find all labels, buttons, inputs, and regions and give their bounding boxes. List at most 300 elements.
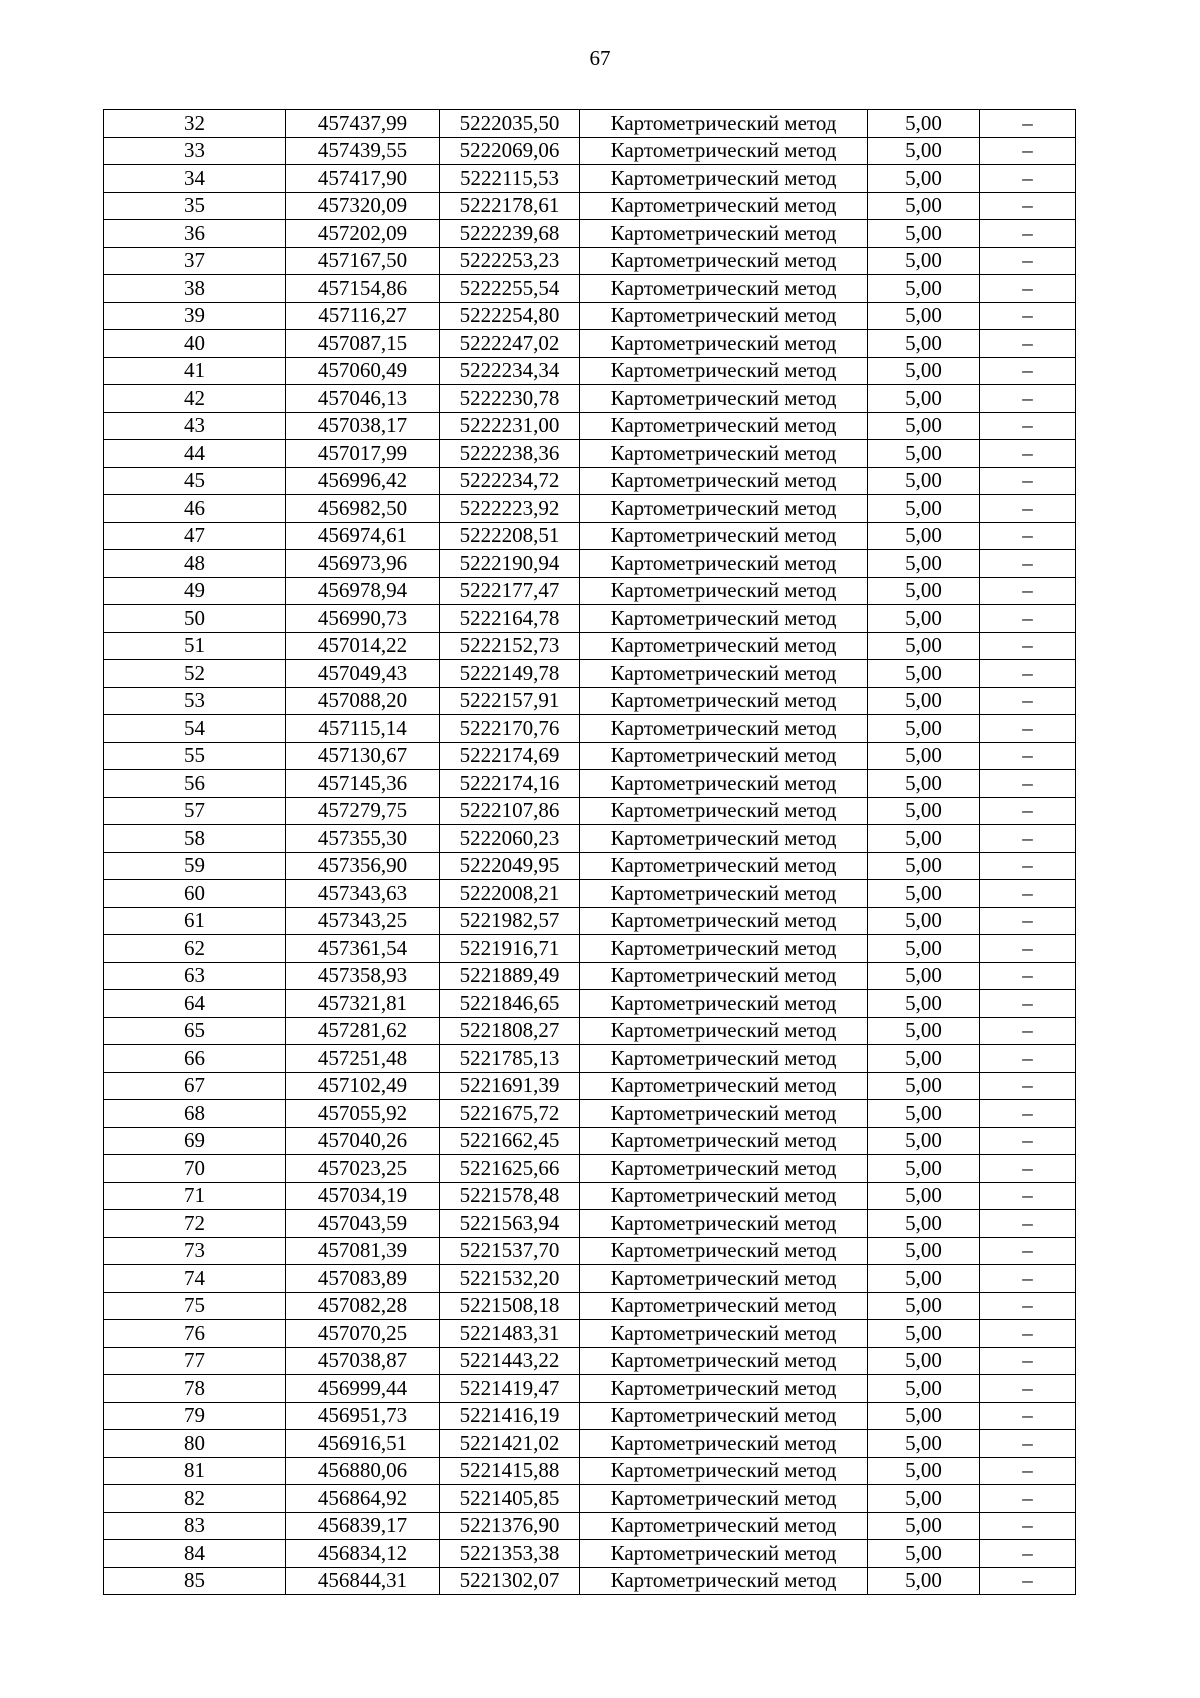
x-coordinate-cell: 457088,20 bbox=[286, 687, 440, 715]
description-cell: – bbox=[980, 770, 1076, 798]
y-coordinate-cell: 5222008,21 bbox=[440, 880, 580, 908]
description-cell: – bbox=[980, 1265, 1076, 1293]
table-row bbox=[104, 1127, 1076, 1155]
accuracy-cell: 5,00 bbox=[868, 1127, 980, 1155]
description-cell: – bbox=[980, 1127, 1076, 1155]
accuracy-cell: 5,00 bbox=[868, 1402, 980, 1430]
table-row bbox=[104, 302, 1076, 330]
table-row bbox=[104, 1320, 1076, 1348]
y-coordinate-cell: 5221785,13 bbox=[440, 1045, 580, 1073]
description-cell: – bbox=[980, 1512, 1076, 1540]
description-cell: – bbox=[980, 1182, 1076, 1210]
y-coordinate-cell: 5222170,76 bbox=[440, 715, 580, 743]
description-cell: – bbox=[980, 1017, 1076, 1045]
point-number-cell: 52 bbox=[104, 660, 286, 688]
description-cell: – bbox=[980, 495, 1076, 523]
y-coordinate-cell: 5221916,71 bbox=[440, 935, 580, 963]
point-number-cell: 46 bbox=[104, 495, 286, 523]
method-cell: Картометрический метод bbox=[580, 825, 868, 853]
table-row bbox=[104, 467, 1076, 495]
x-coordinate-cell: 457038,17 bbox=[286, 412, 440, 440]
table-row bbox=[104, 770, 1076, 798]
point-number-cell: 32 bbox=[104, 110, 286, 138]
method-cell: Картометрический метод bbox=[580, 1375, 868, 1403]
table-row bbox=[104, 330, 1076, 358]
y-coordinate-cell: 5222115,53 bbox=[440, 165, 580, 193]
y-coordinate-cell: 5221405,85 bbox=[440, 1485, 580, 1513]
table-row bbox=[104, 357, 1076, 385]
accuracy-cell: 5,00 bbox=[868, 220, 980, 248]
point-number-cell: 83 bbox=[104, 1512, 286, 1540]
table-row bbox=[104, 1100, 1076, 1128]
point-number-cell: 45 bbox=[104, 467, 286, 495]
x-coordinate-cell: 457102,49 bbox=[286, 1072, 440, 1100]
table-row bbox=[104, 687, 1076, 715]
x-coordinate-cell: 457358,93 bbox=[286, 962, 440, 990]
method-cell: Картометрический метод bbox=[580, 605, 868, 633]
method-cell: Картометрический метод bbox=[580, 990, 868, 1018]
description-cell: – bbox=[980, 275, 1076, 303]
point-number-cell: 34 bbox=[104, 165, 286, 193]
method-cell: Картометрический метод bbox=[580, 1265, 868, 1293]
method-cell: Картометрический метод bbox=[580, 1347, 868, 1375]
description-cell: – bbox=[980, 1155, 1076, 1183]
x-coordinate-cell: 456844,31 bbox=[286, 1567, 440, 1595]
table-row bbox=[104, 1540, 1076, 1568]
point-number-cell: 84 bbox=[104, 1540, 286, 1568]
point-number-cell: 73 bbox=[104, 1237, 286, 1265]
y-coordinate-cell: 5221889,49 bbox=[440, 962, 580, 990]
x-coordinate-cell: 457055,92 bbox=[286, 1100, 440, 1128]
method-cell: Картометрический метод bbox=[580, 962, 868, 990]
accuracy-cell: 5,00 bbox=[868, 1457, 980, 1485]
table-row bbox=[104, 1155, 1076, 1183]
y-coordinate-cell: 5221483,31 bbox=[440, 1320, 580, 1348]
method-cell: Картометрический метод bbox=[580, 1182, 868, 1210]
point-number-cell: 33 bbox=[104, 137, 286, 165]
point-number-cell: 82 bbox=[104, 1485, 286, 1513]
table-row bbox=[104, 1292, 1076, 1320]
x-coordinate-cell: 457251,48 bbox=[286, 1045, 440, 1073]
y-coordinate-cell: 5222247,02 bbox=[440, 330, 580, 358]
method-cell: Картометрический метод bbox=[580, 880, 868, 908]
method-cell: Картометрический метод bbox=[580, 687, 868, 715]
method-cell: Картометрический метод bbox=[580, 467, 868, 495]
x-coordinate-cell: 457060,49 bbox=[286, 357, 440, 385]
point-number-cell: 63 bbox=[104, 962, 286, 990]
method-cell: Картометрический метод bbox=[580, 302, 868, 330]
x-coordinate-cell: 457023,25 bbox=[286, 1155, 440, 1183]
accuracy-cell: 5,00 bbox=[868, 825, 980, 853]
method-cell: Картометрический метод bbox=[580, 495, 868, 523]
y-coordinate-cell: 5222255,54 bbox=[440, 275, 580, 303]
x-coordinate-cell: 456973,96 bbox=[286, 550, 440, 578]
table-row bbox=[104, 192, 1076, 220]
description-cell: – bbox=[980, 550, 1076, 578]
x-coordinate-cell: 457087,15 bbox=[286, 330, 440, 358]
table-row bbox=[104, 247, 1076, 275]
method-cell: Картометрический метод bbox=[580, 110, 868, 138]
y-coordinate-cell: 5222178,61 bbox=[440, 192, 580, 220]
point-number-cell: 38 bbox=[104, 275, 286, 303]
method-cell: Картометрический метод bbox=[580, 1127, 868, 1155]
point-number-cell: 39 bbox=[104, 302, 286, 330]
point-number-cell: 76 bbox=[104, 1320, 286, 1348]
x-coordinate-cell: 457356,90 bbox=[286, 852, 440, 880]
y-coordinate-cell: 5221421,02 bbox=[440, 1430, 580, 1458]
method-cell: Картометрический метод bbox=[580, 852, 868, 880]
method-cell: Картометрический метод bbox=[580, 1457, 868, 1485]
accuracy-cell: 5,00 bbox=[868, 1512, 980, 1540]
description-cell: – bbox=[980, 1402, 1076, 1430]
point-number-cell: 75 bbox=[104, 1292, 286, 1320]
x-coordinate-cell: 456916,51 bbox=[286, 1430, 440, 1458]
accuracy-cell: 5,00 bbox=[868, 1292, 980, 1320]
x-coordinate-cell: 457083,89 bbox=[286, 1265, 440, 1293]
table-row bbox=[104, 715, 1076, 743]
description-cell: – bbox=[980, 687, 1076, 715]
method-cell: Картометрический метод bbox=[580, 1402, 868, 1430]
table-row bbox=[104, 907, 1076, 935]
y-coordinate-cell: 5221982,57 bbox=[440, 907, 580, 935]
y-coordinate-cell: 5222239,68 bbox=[440, 220, 580, 248]
table-row bbox=[104, 165, 1076, 193]
y-coordinate-cell: 5222049,95 bbox=[440, 852, 580, 880]
description-cell: – bbox=[980, 632, 1076, 660]
accuracy-cell: 5,00 bbox=[868, 137, 980, 165]
x-coordinate-cell: 457154,86 bbox=[286, 275, 440, 303]
x-coordinate-cell: 457321,81 bbox=[286, 990, 440, 1018]
y-coordinate-cell: 5221416,19 bbox=[440, 1402, 580, 1430]
x-coordinate-cell: 457417,90 bbox=[286, 165, 440, 193]
description-cell: – bbox=[980, 1072, 1076, 1100]
table-row bbox=[104, 1375, 1076, 1403]
description-cell: – bbox=[980, 1375, 1076, 1403]
accuracy-cell: 5,00 bbox=[868, 605, 980, 633]
point-number-cell: 36 bbox=[104, 220, 286, 248]
description-cell: – bbox=[980, 935, 1076, 963]
x-coordinate-cell: 456982,50 bbox=[286, 495, 440, 523]
table-row bbox=[104, 577, 1076, 605]
method-cell: Картометрический метод bbox=[580, 357, 868, 385]
x-coordinate-cell: 457437,99 bbox=[286, 110, 440, 138]
method-cell: Картометрический метод bbox=[580, 1320, 868, 1348]
method-cell: Картометрический метод bbox=[580, 1512, 868, 1540]
method-cell: Картометрический метод bbox=[580, 577, 868, 605]
x-coordinate-cell: 457040,26 bbox=[286, 1127, 440, 1155]
y-coordinate-cell: 5222208,51 bbox=[440, 522, 580, 550]
y-coordinate-cell: 5221675,72 bbox=[440, 1100, 580, 1128]
description-cell: – bbox=[980, 137, 1076, 165]
y-coordinate-cell: 5221419,47 bbox=[440, 1375, 580, 1403]
method-cell: Картометрический метод bbox=[580, 247, 868, 275]
x-coordinate-cell: 457130,67 bbox=[286, 742, 440, 770]
table-row bbox=[104, 522, 1076, 550]
x-coordinate-cell: 457343,25 bbox=[286, 907, 440, 935]
x-coordinate-cell: 456834,12 bbox=[286, 1540, 440, 1568]
y-coordinate-cell: 5222107,86 bbox=[440, 797, 580, 825]
table-row bbox=[104, 220, 1076, 248]
x-coordinate-cell: 457320,09 bbox=[286, 192, 440, 220]
point-number-cell: 77 bbox=[104, 1347, 286, 1375]
y-coordinate-cell: 5222152,73 bbox=[440, 632, 580, 660]
accuracy-cell: 5,00 bbox=[868, 1265, 980, 1293]
table-row bbox=[104, 385, 1076, 413]
x-coordinate-cell: 457034,19 bbox=[286, 1182, 440, 1210]
description-cell: – bbox=[980, 1485, 1076, 1513]
coordinates-table bbox=[103, 109, 1076, 1595]
point-number-cell: 58 bbox=[104, 825, 286, 853]
point-number-cell: 37 bbox=[104, 247, 286, 275]
table-row bbox=[104, 550, 1076, 578]
method-cell: Картометрический метод bbox=[580, 632, 868, 660]
accuracy-cell: 5,00 bbox=[868, 1100, 980, 1128]
method-cell: Картометрический метод bbox=[580, 330, 868, 358]
description-cell: – bbox=[980, 522, 1076, 550]
y-coordinate-cell: 5222174,69 bbox=[440, 742, 580, 770]
description-cell: – bbox=[980, 330, 1076, 358]
description-cell: – bbox=[980, 880, 1076, 908]
method-cell: Картометрический метод bbox=[580, 385, 868, 413]
description-cell: – bbox=[980, 1320, 1076, 1348]
description-cell: – bbox=[980, 660, 1076, 688]
table-row bbox=[104, 605, 1076, 633]
description-cell: – bbox=[980, 715, 1076, 743]
point-number-cell: 48 bbox=[104, 550, 286, 578]
accuracy-cell: 5,00 bbox=[868, 1375, 980, 1403]
point-number-cell: 53 bbox=[104, 687, 286, 715]
accuracy-cell: 5,00 bbox=[868, 275, 980, 303]
table-row bbox=[104, 935, 1076, 963]
method-cell: Картометрический метод bbox=[580, 742, 868, 770]
table-row bbox=[104, 1265, 1076, 1293]
accuracy-cell: 5,00 bbox=[868, 1045, 980, 1073]
point-number-cell: 60 bbox=[104, 880, 286, 908]
point-number-cell: 42 bbox=[104, 385, 286, 413]
x-coordinate-cell: 456864,92 bbox=[286, 1485, 440, 1513]
table-row bbox=[104, 1512, 1076, 1540]
y-coordinate-cell: 5221578,48 bbox=[440, 1182, 580, 1210]
point-number-cell: 62 bbox=[104, 935, 286, 963]
y-coordinate-cell: 5222190,94 bbox=[440, 550, 580, 578]
method-cell: Картометрический метод bbox=[580, 1045, 868, 1073]
table-row bbox=[104, 632, 1076, 660]
x-coordinate-cell: 457017,99 bbox=[286, 440, 440, 468]
accuracy-cell: 5,00 bbox=[868, 1210, 980, 1238]
accuracy-cell: 5,00 bbox=[868, 357, 980, 385]
point-number-cell: 40 bbox=[104, 330, 286, 358]
point-number-cell: 72 bbox=[104, 1210, 286, 1238]
table-row bbox=[104, 1402, 1076, 1430]
description-cell: – bbox=[980, 302, 1076, 330]
y-coordinate-cell: 5222060,23 bbox=[440, 825, 580, 853]
accuracy-cell: 5,00 bbox=[868, 1540, 980, 1568]
point-number-cell: 78 bbox=[104, 1375, 286, 1403]
method-cell: Картометрический метод bbox=[580, 1155, 868, 1183]
accuracy-cell: 5,00 bbox=[868, 687, 980, 715]
accuracy-cell: 5,00 bbox=[868, 522, 980, 550]
description-cell: – bbox=[980, 1100, 1076, 1128]
y-coordinate-cell: 5221563,94 bbox=[440, 1210, 580, 1238]
y-coordinate-cell: 5222177,47 bbox=[440, 577, 580, 605]
description-cell: – bbox=[980, 110, 1076, 138]
accuracy-cell: 5,00 bbox=[868, 907, 980, 935]
description-cell: – bbox=[980, 1540, 1076, 1568]
accuracy-cell: 5,00 bbox=[868, 852, 980, 880]
y-coordinate-cell: 5221662,45 bbox=[440, 1127, 580, 1155]
table-row bbox=[104, 1457, 1076, 1485]
description-cell: – bbox=[980, 467, 1076, 495]
method-cell: Картометрический метод bbox=[580, 192, 868, 220]
description-cell: – bbox=[980, 440, 1076, 468]
table-row bbox=[104, 990, 1076, 1018]
description-cell: – bbox=[980, 1347, 1076, 1375]
accuracy-cell: 5,00 bbox=[868, 1320, 980, 1348]
accuracy-cell: 5,00 bbox=[868, 440, 980, 468]
accuracy-cell: 5,00 bbox=[868, 1155, 980, 1183]
method-cell: Картометрический метод bbox=[580, 522, 868, 550]
table-row bbox=[104, 412, 1076, 440]
method-cell: Картометрический метод bbox=[580, 1567, 868, 1595]
table-row bbox=[104, 1237, 1076, 1265]
table-row bbox=[104, 1347, 1076, 1375]
method-cell: Картометрический метод bbox=[580, 1430, 868, 1458]
point-number-cell: 80 bbox=[104, 1430, 286, 1458]
point-number-cell: 55 bbox=[104, 742, 286, 770]
accuracy-cell: 5,00 bbox=[868, 247, 980, 275]
y-coordinate-cell: 5222174,16 bbox=[440, 770, 580, 798]
accuracy-cell: 5,00 bbox=[868, 302, 980, 330]
x-coordinate-cell: 457049,43 bbox=[286, 660, 440, 688]
point-number-cell: 54 bbox=[104, 715, 286, 743]
y-coordinate-cell: 5222253,23 bbox=[440, 247, 580, 275]
method-cell: Картометрический метод bbox=[580, 220, 868, 248]
point-number-cell: 47 bbox=[104, 522, 286, 550]
description-cell: – bbox=[980, 962, 1076, 990]
table-row bbox=[104, 880, 1076, 908]
table-row bbox=[104, 1485, 1076, 1513]
table-row bbox=[104, 440, 1076, 468]
x-coordinate-cell: 456990,73 bbox=[286, 605, 440, 633]
method-cell: Картометрический метод bbox=[580, 1485, 868, 1513]
table-row bbox=[104, 962, 1076, 990]
x-coordinate-cell: 457361,54 bbox=[286, 935, 440, 963]
method-cell: Картометрический метод bbox=[580, 907, 868, 935]
x-coordinate-cell: 456951,73 bbox=[286, 1402, 440, 1430]
method-cell: Картометрический метод bbox=[580, 715, 868, 743]
accuracy-cell: 5,00 bbox=[868, 1430, 980, 1458]
description-cell: – bbox=[980, 247, 1076, 275]
table-row bbox=[104, 852, 1076, 880]
description-cell: – bbox=[980, 385, 1076, 413]
y-coordinate-cell: 5222149,78 bbox=[440, 660, 580, 688]
method-cell: Картометрический метод bbox=[580, 550, 868, 578]
accuracy-cell: 5,00 bbox=[868, 1182, 980, 1210]
point-number-cell: 74 bbox=[104, 1265, 286, 1293]
y-coordinate-cell: 5221353,38 bbox=[440, 1540, 580, 1568]
table-row bbox=[104, 1182, 1076, 1210]
point-number-cell: 85 bbox=[104, 1567, 286, 1595]
y-coordinate-cell: 5222238,36 bbox=[440, 440, 580, 468]
x-coordinate-cell: 457202,09 bbox=[286, 220, 440, 248]
point-number-cell: 50 bbox=[104, 605, 286, 633]
point-number-cell: 64 bbox=[104, 990, 286, 1018]
x-coordinate-cell: 457279,75 bbox=[286, 797, 440, 825]
point-number-cell: 49 bbox=[104, 577, 286, 605]
accuracy-cell: 5,00 bbox=[868, 495, 980, 523]
x-coordinate-cell: 456974,61 bbox=[286, 522, 440, 550]
accuracy-cell: 5,00 bbox=[868, 192, 980, 220]
point-number-cell: 56 bbox=[104, 770, 286, 798]
y-coordinate-cell: 5221443,22 bbox=[440, 1347, 580, 1375]
point-number-cell: 51 bbox=[104, 632, 286, 660]
accuracy-cell: 5,00 bbox=[868, 715, 980, 743]
description-cell: – bbox=[980, 990, 1076, 1018]
table-row bbox=[104, 1430, 1076, 1458]
method-cell: Картометрический метод bbox=[580, 660, 868, 688]
table-row bbox=[104, 742, 1076, 770]
accuracy-cell: 5,00 bbox=[868, 632, 980, 660]
point-number-cell: 70 bbox=[104, 1155, 286, 1183]
x-coordinate-cell: 457439,55 bbox=[286, 137, 440, 165]
method-cell: Картометрический метод bbox=[580, 275, 868, 303]
x-coordinate-cell: 457082,28 bbox=[286, 1292, 440, 1320]
accuracy-cell: 5,00 bbox=[868, 990, 980, 1018]
accuracy-cell: 5,00 bbox=[868, 1017, 980, 1045]
table-row bbox=[104, 1210, 1076, 1238]
y-coordinate-cell: 5221537,70 bbox=[440, 1237, 580, 1265]
accuracy-cell: 5,00 bbox=[868, 165, 980, 193]
method-cell: Картометрический метод bbox=[580, 1292, 868, 1320]
description-cell: – bbox=[980, 1457, 1076, 1485]
description-cell: – bbox=[980, 605, 1076, 633]
method-cell: Картометрический метод bbox=[580, 1540, 868, 1568]
y-coordinate-cell: 5222157,91 bbox=[440, 687, 580, 715]
y-coordinate-cell: 5222231,00 bbox=[440, 412, 580, 440]
point-number-cell: 59 bbox=[104, 852, 286, 880]
description-cell: – bbox=[980, 577, 1076, 605]
x-coordinate-cell: 456999,44 bbox=[286, 1375, 440, 1403]
y-coordinate-cell: 5222164,78 bbox=[440, 605, 580, 633]
method-cell: Картометрический метод bbox=[580, 412, 868, 440]
x-coordinate-cell: 457145,36 bbox=[286, 770, 440, 798]
x-coordinate-cell: 457046,13 bbox=[286, 385, 440, 413]
x-coordinate-cell: 456978,94 bbox=[286, 577, 440, 605]
accuracy-cell: 5,00 bbox=[868, 412, 980, 440]
accuracy-cell: 5,00 bbox=[868, 385, 980, 413]
y-coordinate-cell: 5222223,92 bbox=[440, 495, 580, 523]
description-cell: – bbox=[980, 412, 1076, 440]
y-coordinate-cell: 5221376,90 bbox=[440, 1512, 580, 1540]
method-cell: Картометрический метод bbox=[580, 1237, 868, 1265]
table-row bbox=[104, 110, 1076, 138]
accuracy-cell: 5,00 bbox=[868, 880, 980, 908]
x-coordinate-cell: 456839,17 bbox=[286, 1512, 440, 1540]
accuracy-cell: 5,00 bbox=[868, 962, 980, 990]
point-number-cell: 44 bbox=[104, 440, 286, 468]
accuracy-cell: 5,00 bbox=[868, 935, 980, 963]
x-coordinate-cell: 457343,63 bbox=[286, 880, 440, 908]
y-coordinate-cell: 5222069,06 bbox=[440, 137, 580, 165]
point-number-cell: 67 bbox=[104, 1072, 286, 1100]
method-cell: Картометрический метод bbox=[580, 137, 868, 165]
point-number-cell: 43 bbox=[104, 412, 286, 440]
accuracy-cell: 5,00 bbox=[868, 797, 980, 825]
x-coordinate-cell: 456996,42 bbox=[286, 467, 440, 495]
table-row bbox=[104, 825, 1076, 853]
point-number-cell: 68 bbox=[104, 1100, 286, 1128]
description-cell: – bbox=[980, 1045, 1076, 1073]
